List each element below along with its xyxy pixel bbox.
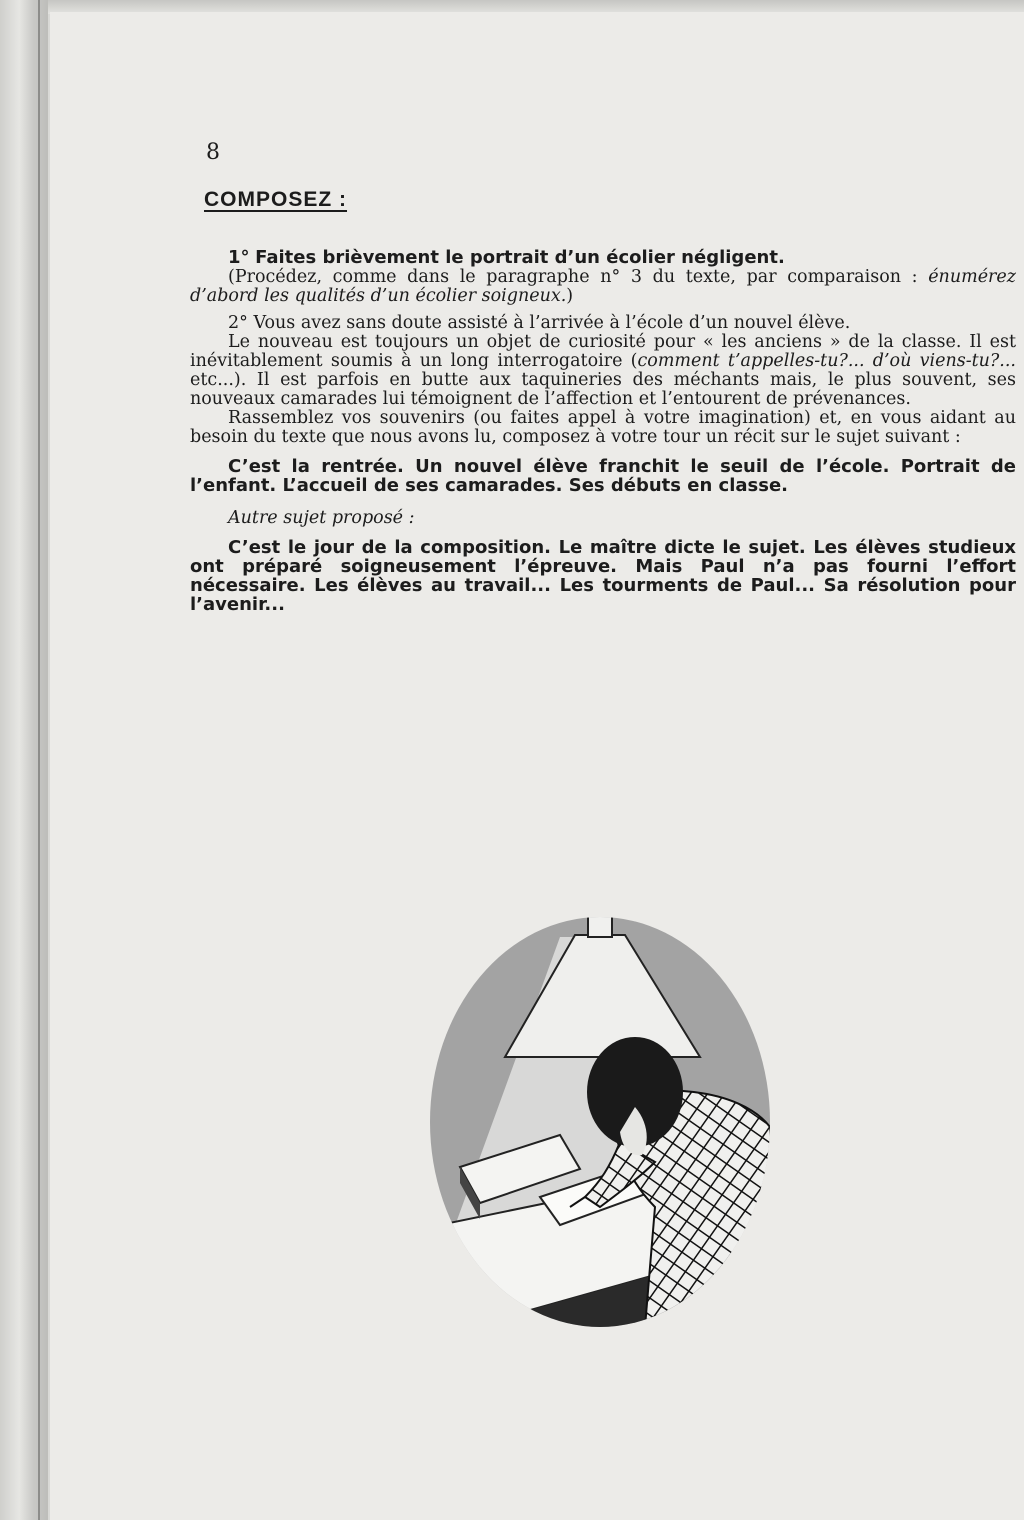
exercise-text xyxy=(190,248,1016,614)
student-at-desk-illustration xyxy=(410,907,790,1337)
book-page xyxy=(50,12,1024,1520)
q1-note-suffix: ) xyxy=(566,286,574,306)
q2-text-a: Le nouveau est toujours un objet de curiosité pour « les anciens » de la classe. Il est inévitablement soumis à un long interrogatoire ( xyxy=(190,332,1016,371)
section-heading xyxy=(204,188,347,212)
q1-note-prefix: (Procédez, comme dans le paragraphe n° 3 du texte, par comparaison : xyxy=(228,267,918,287)
q1-title-text: Faites brièvement le portrait d’un écolier négligent. xyxy=(255,247,785,268)
question-2-instruction: Rassemblez vos souvenirs (ou faites appel à votre imagination) et, en vous aidant au besoin du texte que nous avons lu, composez à votre tour un récit sur le sujet suivant : xyxy=(190,408,1016,447)
q2-text-b: etc...). Il est parfois en butte aux taquineries des méchants mais, le plus souvent, ses nouveaux camarades lui témoignent de l’affection et l’entourent de prévenances. xyxy=(190,370,1016,409)
heading-text: COMPOSEZ : xyxy=(204,188,348,211)
question-1-title xyxy=(190,248,1016,268)
q1-number: 1° xyxy=(228,247,250,268)
question-2-paragraph xyxy=(190,333,1016,409)
q2-text-italic: comment t’appelles-tu?... d’où viens-tu?... xyxy=(637,351,1016,371)
question-2-line: 2° Vous avez sans doute assisté à l’arrivée à l’école d’un nouvel élève. xyxy=(228,313,851,333)
page-number: 8 xyxy=(206,140,220,165)
other-subject-label: Autre sujet proposé : xyxy=(228,508,415,528)
question-1-note xyxy=(190,268,1016,306)
book-binding-edge xyxy=(0,0,48,1520)
question-2-subject: C’est la rentrée. Un nouvel élève franchit le seuil de l’école. Portrait de l’enfant. L’accueil de ses camarades. Ses débuts en classe. xyxy=(190,456,1016,496)
other-subject-text: C’est le jour de la composition. Le maître dicte le sujet. Les élèves studieux ont préparé soigneusement l’épreuve. Mais Paul n’a pas fourni l’effort nécessaire. Les élèves au travail... Les tourments de Paul... Sa résolution pour l’avenir... xyxy=(190,537,1016,615)
lamp-top xyxy=(588,915,612,937)
q1-note-italic: énumérez d’abord les qualités d’un écolier soigneux. xyxy=(190,267,1016,306)
